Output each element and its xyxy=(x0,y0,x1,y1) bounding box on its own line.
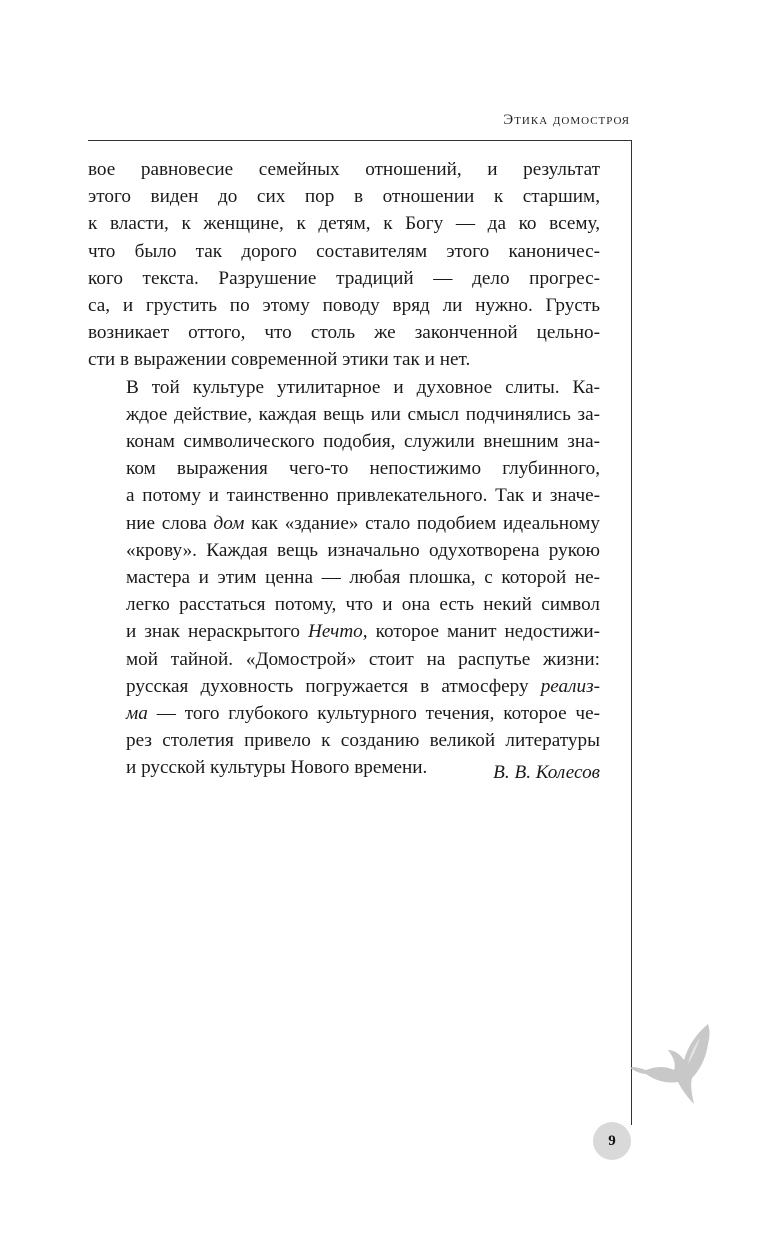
italic-term: дом xyxy=(213,512,245,534)
page-number: 9 xyxy=(593,1122,631,1160)
text-line: этого виден до сих пор в отношении к старшим, xyxy=(88,186,600,208)
text-line: конам символического подобия, служили внешним зна- xyxy=(126,431,600,453)
text-segment: — того глубокого культурного течения, которое че- xyxy=(147,703,600,725)
text-block xyxy=(88,156,600,782)
text-line: ком выражения чего-то непостижимо глубинного, xyxy=(126,458,600,480)
paragraph-1 xyxy=(88,156,600,374)
text-line: са, и грустить по этому поводу вряд ли нужно. Грусть xyxy=(88,295,600,317)
italic-term: реализ- xyxy=(540,675,600,697)
text-segment: которое манит недостижи- xyxy=(367,621,600,643)
text-line: мой тайной. «Домострой» стоит на распутье жизни: xyxy=(126,648,600,670)
text-line: рез столетия привело к созданию великой литературы xyxy=(126,730,600,752)
text-line: легко расстаться потому, что и она есть некий символ xyxy=(126,594,600,616)
text-line: к власти, к женщине, к детям, к Богу — да ко всему, xyxy=(88,213,600,235)
dove-icon xyxy=(630,1020,714,1104)
side-rule xyxy=(631,140,632,1125)
text-line xyxy=(88,700,600,727)
text-segment: как «здание» стало подобием идеальному xyxy=(244,512,600,534)
text-segment: русская духовность погружается в атмосферу xyxy=(126,675,541,697)
text-line: а потому и таинственно привлекательного. Так и значе- xyxy=(126,485,600,507)
text-line xyxy=(88,673,600,700)
text-line: мастера и этим ценна — любая плошка, с которой не- xyxy=(126,567,600,589)
text-segment: ние слова xyxy=(126,512,214,534)
text-line: В той культуре утилитарное и духовное слиты. Ка- xyxy=(126,376,600,398)
paragraph-2 xyxy=(88,374,600,782)
running-head: Этика домостроя xyxy=(503,112,630,128)
text-line xyxy=(88,510,600,537)
italic-term: ма xyxy=(126,703,148,725)
text-segment: и знак нераскрытого xyxy=(126,621,309,643)
text-line xyxy=(88,618,600,645)
text-line: что было так дорого составителям этого каноничес- xyxy=(88,240,600,262)
text-line: вое равновесие семейных отношений, и результат xyxy=(88,159,600,180)
text-line: сти в выражении современной этики так и нет. xyxy=(88,349,471,371)
italic-term: Нечто, xyxy=(308,621,368,643)
text-line: ждое действие, каждая вещь или смысл подчинялись за- xyxy=(126,403,600,425)
text-line: возникает оттого, что столь же законченной цельно- xyxy=(88,322,600,344)
author-signature: В. В. Колесов xyxy=(493,762,600,783)
header-rule xyxy=(88,140,632,141)
text-line: кого текста. Разрушение традиций — дело прогрес- xyxy=(88,267,600,289)
text-line: «крову». Каждая вещь изначально одухотворена рукою xyxy=(126,539,600,561)
text-line: и русской культуры Нового времени. xyxy=(126,757,428,779)
